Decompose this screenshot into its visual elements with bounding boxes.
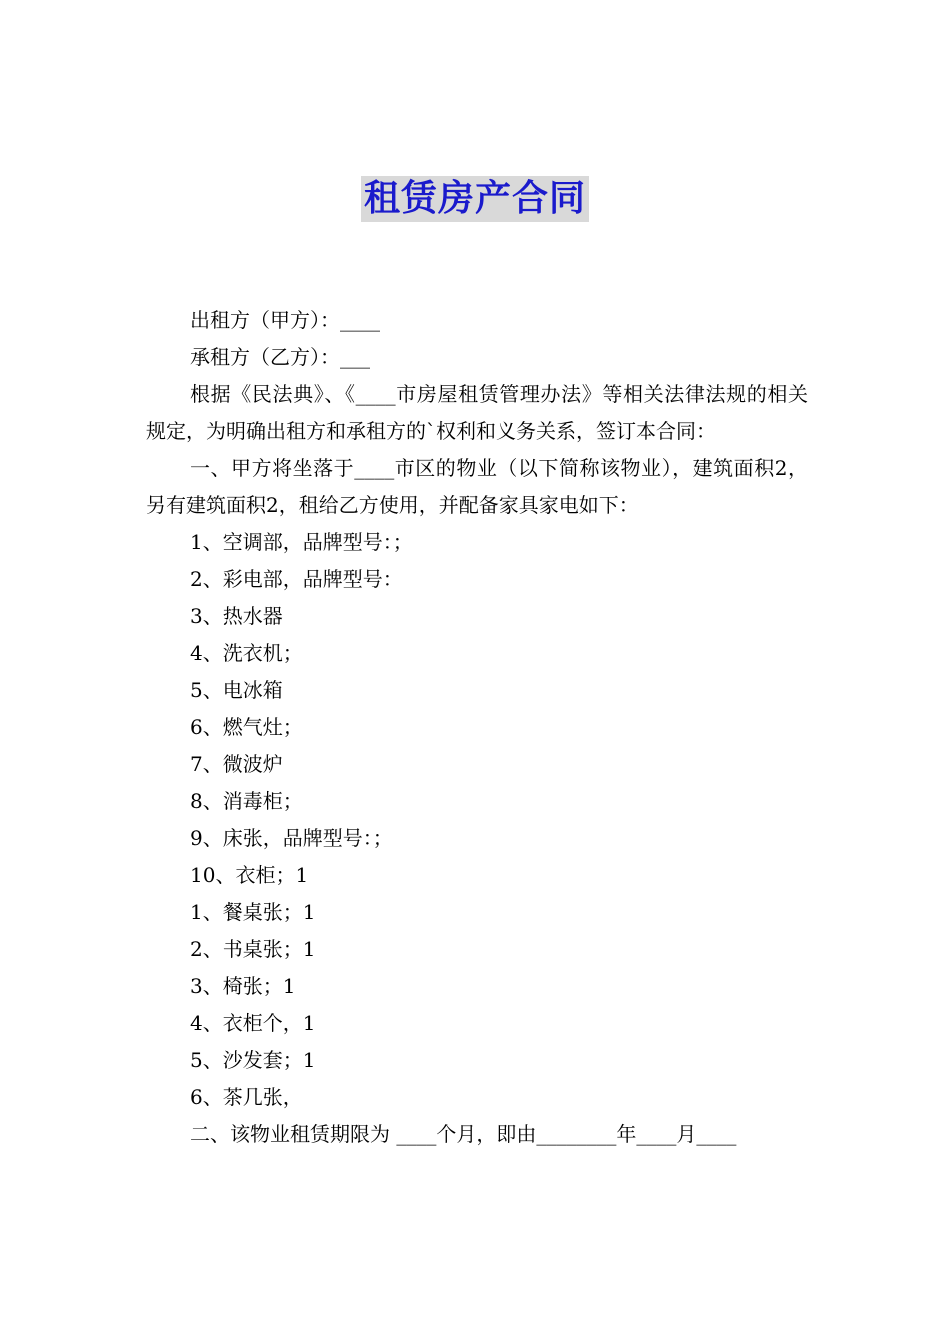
list-item: 5、电冰箱 [190,678,283,702]
list-item: 3、热水器 [190,604,283,628]
list-item: 2、彩电部，品牌型号： [190,567,403,591]
lessor-line: 出租方（甲方）：____ [190,308,380,332]
furniture-list [146,524,808,1116]
list-item: 1、空调部，品牌型号：； [190,530,413,554]
document-title: 租赁房产合同 [361,176,589,222]
list-item: 8、消毒柜； [190,789,303,813]
clause-2-paragraph: 二、该物业租赁期限为 ____个月，即由________年____月____ [190,1122,737,1146]
list-item: 10、衣柜；1 [190,863,309,887]
list-item: 4、衣柜个，1 [190,1011,316,1035]
list-item: 1、餐桌张；1 [190,900,316,924]
list-item: 2、书桌张；1 [190,937,316,961]
lessee-line: 承租方（乙方）：___ [190,345,370,369]
list-item: 7、微波炉 [190,752,283,776]
list-item: 5、沙发套；1 [190,1048,316,1072]
legal-basis-paragraph: 根据《民法典》、《____市房屋租赁管理办法》等相关法律法规的相关规定，为明确出租方和承租方的`权利和义务关系，签订本合同： [146,382,808,443]
list-item: 9、床张，品牌型号：； [190,826,393,850]
list-item: 6、茶几张， [190,1085,303,1109]
list-item: 6、燃气灶； [190,715,303,739]
title-container [0,176,950,222]
document-body [146,302,808,1153]
list-item: 4、洗衣机； [190,641,303,665]
clause-1-paragraph: 一、甲方将坐落于____市区的物业（以下简称该物业），建筑面积2，另有建筑面积2，租给乙方使用，并配备家具家电如下： [146,456,808,517]
list-item: 3、椅张；1 [190,974,296,998]
